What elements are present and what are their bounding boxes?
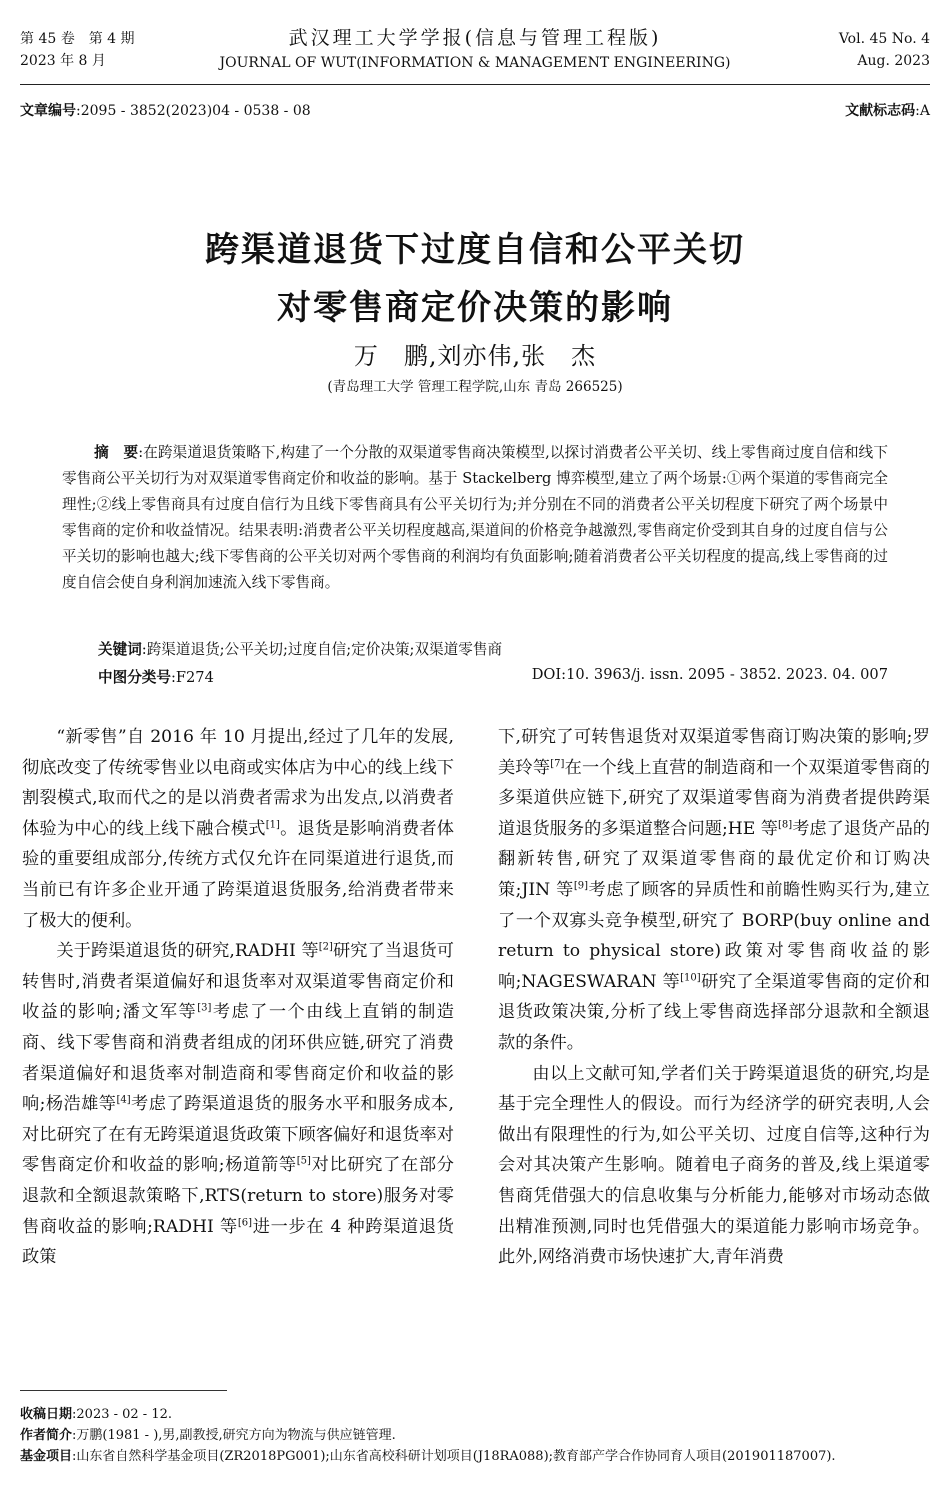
- citation: [4]: [116, 1094, 131, 1106]
- document-mark: [845, 100, 930, 120]
- author-bio: :万鹏(1981 - ),男,副教授,研究方向为物流与供应链管理.: [72, 1428, 396, 1443]
- citation: [10]: [680, 972, 701, 984]
- body-paragraph: 关于跨渠道退货的研究,RADHI 等[2]研究了当退货可转售时,消费者渠道偏好和退货率对双渠道零售商定价和收益的影响;潘文军等[3]考虑了一个由线上直销的制造商、线下零售商和消费者组成的闭环供应链,研究了消费者渠道偏好和退货率对制造商和零售商定价和收益的影响;杨浩雄等[4]考虑了跨渠道退货的服务水平和服务成本,对比研究了在有无跨渠道退货政策下顾客偏好和退货率对零售商定价和收益的影响;杨道箭等[5]对比研究了在部分退款和全额退款策略下,RTS(return to store)服务对零售商收益的影响;RADHI 等[6]进一步在 4 种跨渠道退货政策: [22, 941, 454, 1268]
- article-number-label: 文章编号: [20, 103, 76, 119]
- document-mark-value: :A: [915, 103, 930, 119]
- citation: [1]: [265, 819, 280, 831]
- funding-label: 基金项目: [20, 1449, 73, 1464]
- article-number: [20, 100, 311, 120]
- body-column-left: [22, 722, 454, 1273]
- document-mark-label: 文献标志码: [845, 103, 916, 119]
- citation: [7]: [550, 757, 565, 769]
- citation: [5]: [296, 1155, 311, 1167]
- volume-issue: 第 45 卷 第 4 期: [20, 31, 135, 47]
- citation: [8]: [778, 819, 793, 831]
- abstract-text: :在跨渠道退货策略下,构建了一个分散的双渠道零售商决策模型,以探讨消费者公平关切、线上零售商过度自信和线下零售商公平关切行为对双渠道零售商定价和收益的影响。基于 Stackelberg 博弈模型,建立了两个场景:①两个渠道的零售商完全理性;②线上零售商具有过度自信行为且线下零售商具有公平关切行为;并分别在不同的消费者公平关切程度下研究了两个场景中零售商的定价和收益情况。结果表明:消费者公平关切程度越高,渠道间的价格竞争越激烈,零售商定价受到其自身的过度自信与公平关切的影响也越大;线下零售商的公平关切对两个零售商的利润均有负面影响;随着消费者公平关切程度的提高,线上零售商的过度自信会使自身利润加速流入线下零售商。: [62, 444, 888, 591]
- journal-issue-info: [20, 28, 135, 72]
- keywords: [98, 638, 502, 659]
- header-rule: [20, 84, 930, 85]
- author-bio-label: 作者简介: [20, 1428, 73, 1443]
- body-paragraph: 由以上文献可知,学者们关于跨渠道退货的研究,均是基于完全理性人的假设。而行为经济学的研究表明,人会做出有限理性的行为,如公平关切、过度自信等,这种行为会对其决策产生影响。随着电子商务的普及,线上渠道零售商凭借强大的信息收集与分析能力,能够对市场动态做出精准预测,同时也凭借强大的渠道能力影响市场竞争。此外,网络消费市场快速扩大,青年消费: [498, 1063, 930, 1268]
- clc-number: [98, 666, 214, 687]
- journal-title-en: JOURNAL OF WUT(INFORMATION & MANAGEMENT ENGINEERING): [219, 55, 731, 71]
- paper-title-line2: 对零售商定价决策的影响: [277, 288, 673, 328]
- authors: 万 鹏,刘亦伟,张 杰: [353, 342, 597, 370]
- publication-date-en: Aug. 2023: [857, 53, 930, 69]
- received-date: :2023 - 02 - 12.: [72, 1407, 173, 1422]
- journal-title-cn: 武汉理工大学学报(信息与管理工程版): [288, 27, 662, 49]
- article-number-value: :2095 - 3852(2023)04 - 0538 - 08: [76, 103, 311, 119]
- paper-title-line1: 跨渠道退货下过度自信和公平关切: [205, 230, 745, 270]
- affiliation: (青岛理工大学 管理工程学院,山东 青岛 266525): [327, 379, 623, 395]
- journal-title: [180, 24, 770, 74]
- keywords-label: 关键词: [98, 641, 142, 658]
- body-paragraph: 下,研究了可转售退货对双渠道零售商订购决策的影响;罗美玲等[7]在一个线上直营的制造商和一个双渠道零售商的多渠道供应链下,研究了双渠道零售商为消费者提供跨渠道退货服务的多渠道整合问题;HE 等[8]考虑了退货产品的翻新转售,研究了双渠道零售商的最优定价和订购决策;JIN 等[9]考虑了顾客的异质性和前瞻性购买行为,建立了一个双寡头竞争模型,研究了 BORP(buy online and return to physical store)政策对零售商收益的影响;NAGESWARAN 等[10]研究了全渠道零售商的定价和退货政策决策,分析了线上零售商选择部分退款和全额退款的条件。: [498, 727, 930, 1053]
- footnote-rule: [20, 1390, 227, 1391]
- keywords-text: :跨渠道退货;公平关切;过度自信;定价决策;双渠道零售商: [141, 641, 503, 658]
- citation: [3]: [197, 1002, 212, 1014]
- citation: [6]: [237, 1216, 253, 1228]
- doi: DOI:10. 3963/j. issn. 2095 - 3852. 2023. 04. 007: [531, 666, 888, 683]
- body-paragraph: “新零售”自 2016 年 10 月提出,经过了几年的发展,彻底改变了传统零售业以电商或实体店为中心的线上线下割裂模式,取而代之的是以消费者需求为出发点,以消费者体验为中心的线上线下融合模式[1]。退货是影响消费者体验的重要组成部分,传统方式仅允许在同渠道进行退货,而当前已有许多企业开通了跨渠道退货服务,给消费者带来了极大的便利。: [22, 727, 454, 931]
- journal-issue-info-en: [839, 28, 930, 72]
- body-column-right: [498, 722, 930, 1273]
- publication-date: 2023 年 8 月: [20, 53, 106, 69]
- volume-issue-en: Vol. 45 No. 4: [838, 31, 930, 47]
- clc-label: 中图分类号: [98, 669, 171, 686]
- citation: [9]: [573, 880, 589, 892]
- citation: [2]: [318, 941, 333, 953]
- abstract: [62, 440, 888, 596]
- funding: :山东省自然科学基金项目(ZR2018PG001);山东省高校科研计划项目(J18RA088);教育部产学合作协同育人项目(201901187007).: [72, 1449, 836, 1464]
- footnotes: [20, 1404, 930, 1467]
- received-label: 收稿日期: [20, 1407, 73, 1422]
- clc-value: :F274: [170, 669, 214, 686]
- abstract-label: 摘 要: [94, 444, 139, 461]
